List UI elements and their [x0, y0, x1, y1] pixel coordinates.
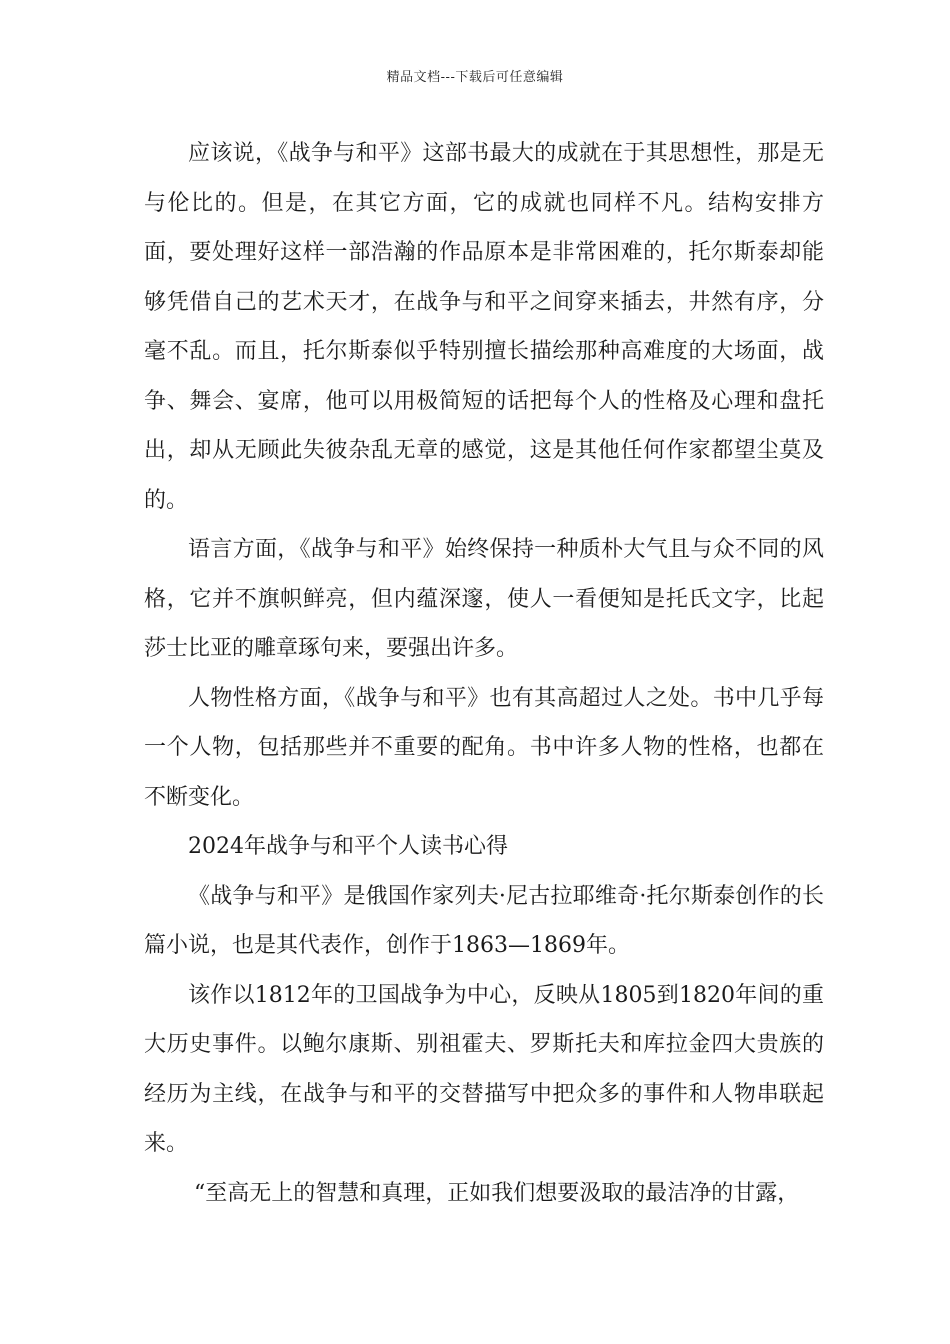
paragraph-language: 语言方面，《战争与和平》始终保持一种质朴大气且与众不同的风格，它并不旗帜鲜亮，但内蕴深邃，使人一看便知是托氏文字，比起莎士比亚的雕章琢句来，要强出许多。 — [144, 537, 824, 661]
paragraph-achievements: 应该说，《战争与和平》这部书最大的成就在于其思想性，那是无与伦比的。但是，在其它方面，它的成就也同样不凡。结构安排方面，要处理好这样一部浩瀚的作品原本是非常困难的，托尔斯泰却能够凭借自己的艺术天才，在战争与和平之间穿来插去，井然有序，分毫不乱。而且，托尔斯泰似乎特别擅长描绘那种高难度的大场面，战争、舞会、宴席，他可以用极简短的话把每个人的性格及心理和盘托出，却从无顾此失彼杂乱无章的感觉，这是其他任何作家都望尘莫及的。 — [144, 141, 824, 513]
paragraph-characters: 人物性格方面，《战争与和平》也有其高超过人之处。书中几乎每一个人物，包括那些并不重要的配角。书中许多人物的性格，也都在不断变化。 — [144, 685, 824, 810]
section-heading: 2024年战争与和平个人读书心得 — [188, 834, 508, 859]
paragraph-background: 该作以1812年的卫国战争为中心，反映从1805到1820年间的重大历史事件。以鲍尔康斯、别祖霍夫、罗斯托夫和库拉金四大贵族的经历为主线，在战争与和平的交替描写中把众多的事件和人物串联起来。 — [144, 982, 824, 1156]
document-body — [144, 129, 824, 1218]
header-note: 精品文档---下载后可任意编辑 — [386, 70, 564, 85]
paragraph-introduction: 《战争与和平》是俄国作家列夫·尼古拉耶维奇·托尔斯泰创作的长篇小说，也是其代表作，创作于1863—1869年。 — [144, 883, 824, 958]
paragraph-quote: “至高无上的智慧和真理，正如我们想要汲取的最洁净的甘露， — [194, 1180, 800, 1206]
